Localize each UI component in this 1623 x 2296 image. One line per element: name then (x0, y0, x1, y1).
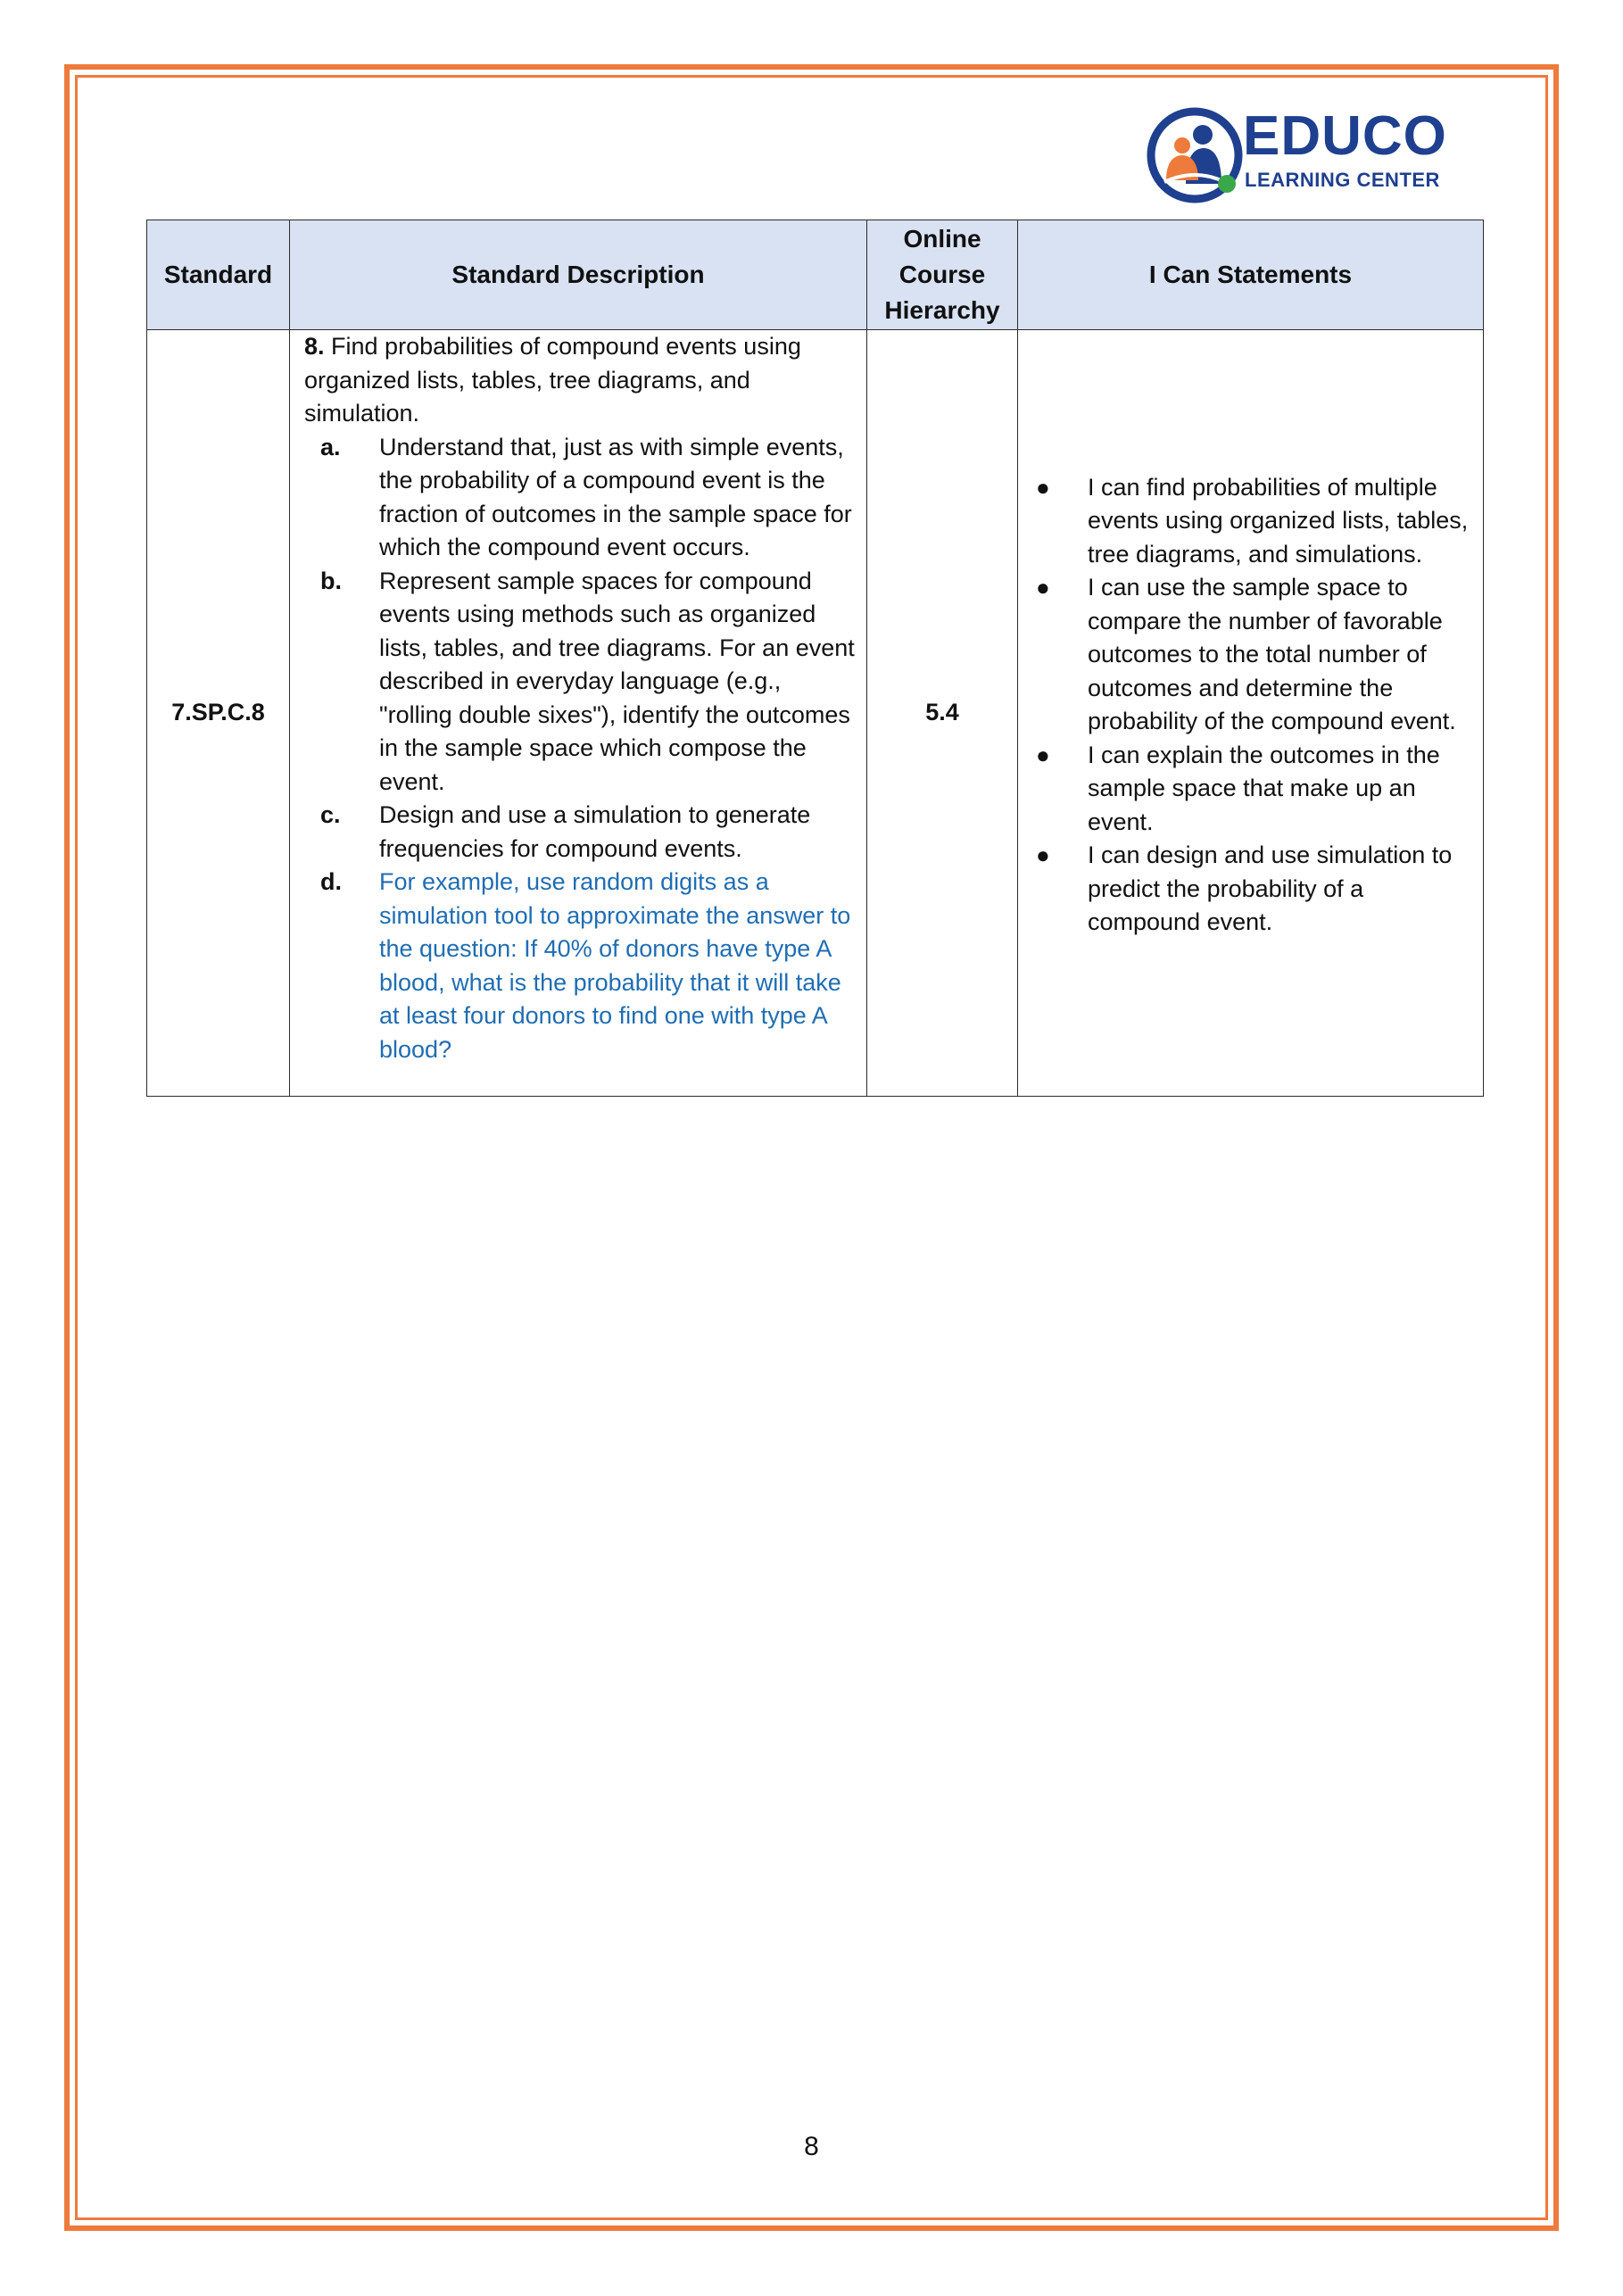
bullet-icon: ● (1036, 574, 1050, 601)
i-can-text: I can find probabilities of multiple events using organized lists, tables, tree diagrams, and simulations. (1088, 473, 1469, 568)
educo-logo (1147, 105, 1468, 205)
i-can-text: I can design and use simulation to predict the probability of a compound event. (1088, 841, 1453, 935)
standard-description (290, 330, 867, 1097)
i-can-list (1029, 471, 1470, 940)
item-label: a. (320, 433, 341, 460)
list-item (1029, 471, 1470, 572)
header-ican: I Can Statements (1018, 220, 1484, 330)
description-number: 8. (304, 333, 325, 360)
description-intro-text: Find probabilities of compound events using organized lists, tables, tree diagrams, and simulation. (304, 333, 801, 427)
i-can-text: I can use the sample space to compare the number of favorable outcomes to the total number of outcomes and determine the probability of the compound event. (1088, 574, 1456, 734)
i-can-statements (1018, 330, 1484, 1097)
item-label: d. (320, 868, 342, 895)
description-item-a (304, 431, 856, 565)
course-hierarchy: 5.4 (867, 330, 1018, 1097)
standards-table (146, 220, 1484, 1097)
table-header-row (147, 220, 1484, 330)
header-description: Standard Description (290, 220, 867, 330)
item-label: c. (320, 801, 341, 828)
bullet-icon: ● (1036, 741, 1050, 768)
item-text: Design and use a simulation to generate frequencies for compound events. (379, 801, 811, 862)
list-item (1029, 839, 1470, 940)
item-text: Understand that, just as with simple events, the probability of a compound event is the fraction of outcomes in the sample space for which the compound event occurs. (379, 433, 852, 560)
table-row (147, 330, 1484, 1097)
logo-subtitle: LEARNING CENTER (1245, 169, 1440, 191)
educo-logo-icon (1147, 105, 1245, 205)
page-number: 8 (804, 2132, 819, 2161)
description-item-d (304, 866, 856, 1066)
description-item-c (304, 799, 856, 866)
bullet-icon: ● (1036, 841, 1050, 868)
header-standard: Standard (147, 220, 290, 330)
list-item (1029, 571, 1470, 739)
item-text-example: For example, use random digits as a simulation tool to approximate the answer to the question: If 40% of donors have type A blood, what is the probability that it will take at least four donors to find one with type A blood? (379, 868, 851, 1063)
logo-title: EDUCO (1243, 105, 1447, 167)
item-label: b. (320, 567, 342, 594)
item-text: Represent sample spaces for compound events using methods such as organized lists, tables, and tree diagrams. For an event described in everyday language (e.g., "rolling double sixes"), identify the outcomes in the sample space which compose the event. (379, 567, 855, 795)
description-intro (304, 330, 856, 431)
bullet-icon: ● (1036, 473, 1050, 501)
list-item (1029, 739, 1470, 840)
i-can-text: I can explain the outcomes in the sample space that make up an event. (1088, 741, 1440, 835)
header-hierarchy: Online Course Hierarchy (867, 220, 1018, 330)
standard-code: 7.SP.C.8 (147, 330, 290, 1097)
description-item-b (304, 565, 856, 800)
